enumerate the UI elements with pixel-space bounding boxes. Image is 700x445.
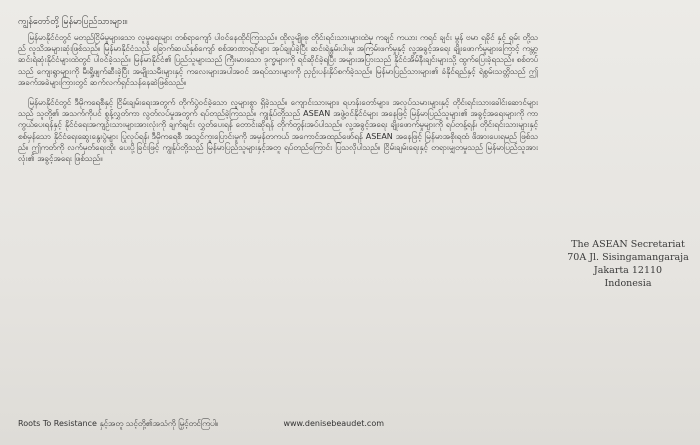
message-paragraph: မြန်မာနိုင်ငံတွင် ဒီမိုကရေစီနှင့် ငြိမ်းချမ်းရေးအတွက် တိုက်ပွဲဝင်ခဲ့သော လူများစွာ ရှိခဲ့သည်။ ကျောင်းသားများ၊ ရဟန်းတော်များ၊ အလုပ်သမားများနှင့် တိုင်းရင်းသားခေါင်းဆောင်များသည် သူတို့၏ အသက်ကိုပင် စွန့်လွှတ်ကာ လွတ်လပ်မှုအတွက် ရပ်တည်ခဲ့ကြသည်။ ကျွန်ုပ်တို့သည် ASEAN အဖွဲ့ဝင်နိုင်ငံများ အနေဖြင့် မြန်မာပြည်သူများ၏ အခွင့်အရေးများကို ကာကွယ်ပေးရန်နှင့် နိုင်ငံရေးအကျဉ်းသားများအားလုံးကို ချက်ချင်း လွှတ်ပေးရန် တောင်းဆိုရန် တိုက်တွန်းအပ်ပါသည်။ လူ့အခွင့်အရေး ချိုးဖောက်မှုများကို ရပ်တန့်ရန်၊ တိုင်းရင်းသားများနှင့် စစ်မှန်သော နိုင်ငံရေးဆွေးနွေးပွဲများ ပြုလုပ်ရန်၊ ဒီမိုကရေစီ အသွင်ကူးပြောင်းမှုကို အမှန်တကယ် အကောင်အထည်ဖော်ရန် ASEAN အနေဖြင့် မြန်မာအစိုးရထံ ဖိအားပေးရမည် ဖြစ်သည်။ ဤကတ်ကို လက်မှတ်ရေးထိုး ပေးပို့ခြင်းဖြင့် ကျွန်ုပ်တို့သည် မြန်မာပြည်သူများနှင့်အတူ ရပ်တည်ကြောင်း ပြသလိုပါသည်။ ငြိမ်းချမ်းရေးနှင့် တရားမျှတမှုသည် မြန်မာပြည်သူအားလုံး၏ အခွင့်အရေး ဖြစ်သည်။: [18, 98, 538, 164]
address-line: 70A Jl. Sisingamangaraja: [567, 252, 689, 263]
address-line: Indonesia: [604, 278, 652, 289]
address-line: The ASEAN Secretariat: [571, 239, 685, 250]
address-line: Jakarta 12110: [593, 265, 663, 276]
message-paragraph: မြန်မာနိုင်ငံတွင် မတည်ငြိမ်မှုများသော လူမှုရေးများ တစ်ရာကျော် ပါဝင်နေထိုင်ကြသည်။ ထိုလူမျိုးစု တိုင်းရင်းသားများထဲမှ ကချင် ကယား ကရင် ချင်း မွန် ဗမာ ရခိုင် နှင့် ရှမ်း တို့သည် လူသိအများဆုံးဖြစ်သည်။ မြန်မာနိုင်ငံသည် ခြောက်ဆယ်နှစ်ကျော် စစ်အာဏာရှင်များ အုပ်ချုပ်ခဲ့ပြီး ဆင်းရဲနွမ်းပါးမှု၊ အကြမ်းဖက်မှုနှင့် လူ့အခွင့်အရေး ချိုးဖောက်မှုများကြောင့် ကမ္ဘာ့ဆင်းရဲဆုံးနိုင်ငံများထဲတွင် ပါဝင်ခဲ့သည်။ မြန်မာနိုင်ငံ၏ ပြည်သူများသည် ကြီးမားသော ဒုက္ခများကို ရင်ဆိုင်ခဲ့ရပြီး အများအပြားသည် နိုင်ငံအိမ်နီးချင်းများသို့ ထွက်ပြေးခဲ့ရသည်။ စစ်တပ်သည် ကျေးရွာများကို မီးရှို့ဖျက်ဆီးခဲ့ပြီး အမျိုးသမီးများနှင့် ကလေးများအပါအဝင် အရပ်သားများကို ညှဉ်းပန်းနှိပ်စက်ခဲ့သည်။ မြန်မာပြည်သားများ၏ ခံနိုင်ရည်နှင့် ရဲစွမ်းသတ္တိသည် ဤအခက်အခဲများကြားတွင် ဆက်လက်ရှင်သန်နေဆဲဖြစ်သည်။: [18, 33, 538, 87]
recipient-address: [566, 238, 690, 290]
message-body: [18, 32, 538, 173]
footer-slogan: Roots To Resistance နှင့်အတူ သင့်တို့၏အသံကို မြှင့်တင်ကြပါ။: [18, 419, 219, 428]
footer-credit: [18, 418, 384, 430]
greeting-line: ကျွန်တော်တို့ မြန်မာပြည်သားများ။: [18, 17, 128, 27]
footer-website: www.denisebeaudet.com: [283, 419, 385, 428]
